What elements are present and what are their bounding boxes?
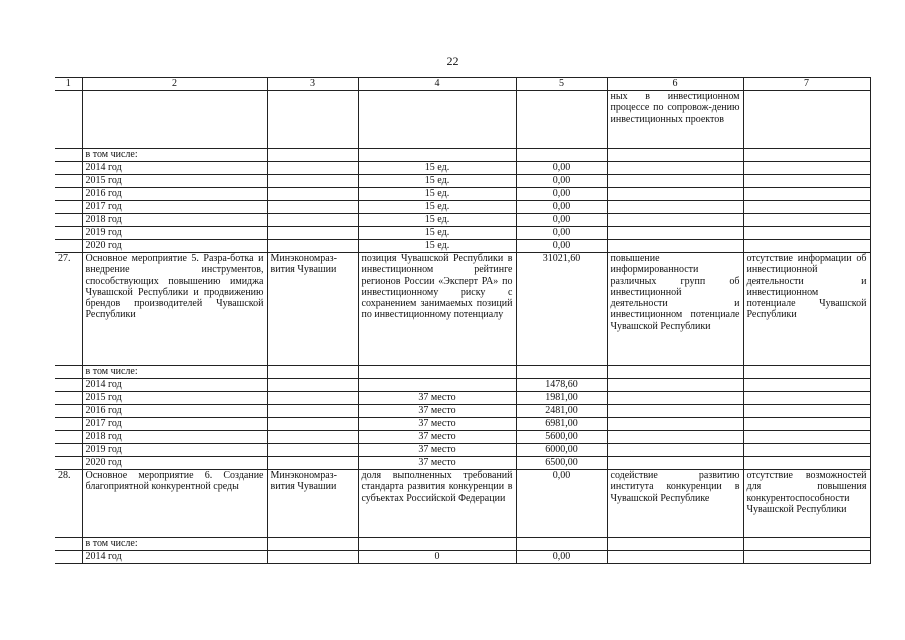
empty-cell [267,551,358,564]
item-result: повышение информированности различных групп об инвестиционной деятельности и инвестиционном потенциале Чувашской Республики [607,253,743,366]
empty-cell [607,551,743,564]
item-indicator: позиция Чувашской Республики в инвестиционном рейтинге регионов России «Эксперт РА» по инвестиционному риску с сохранением занимаемых позиций по инвестиционному потенциалу [358,253,516,366]
empty-cell [55,188,82,201]
empty-cell [55,379,82,392]
empty-cell [267,227,358,240]
item-indicator: доля выполненных требований стандарта развития конкуренции в субъектах Российской Федерации [358,470,516,538]
empty-cell [607,431,743,444]
in-total-row [55,366,870,379]
year-amount: 6500,00 [516,457,607,470]
year-indicator: 15 ед. [358,214,516,227]
empty-cell [743,227,870,240]
year-amount: 6981,00 [516,418,607,431]
year-row [55,188,870,201]
empty-cell [743,405,870,418]
empty-cell [55,444,82,457]
empty-cell [607,392,743,405]
year-indicator: 37 место [358,457,516,470]
year-label: 2017 год [82,418,267,431]
empty-cell [743,392,870,405]
empty-cell [743,240,870,253]
year-label: 2014 год [82,551,267,564]
empty-cell [267,405,358,418]
year-label: 2019 год [82,444,267,457]
empty-cell [607,175,743,188]
empty-cell [267,201,358,214]
year-indicator: 15 ед. [358,227,516,240]
empty-cell [607,444,743,457]
empty-cell [743,551,870,564]
header-cell: 2 [82,78,267,91]
year-row [55,405,870,418]
in-total-label: в том числе: [82,149,267,162]
header-cell: 7 [743,78,870,91]
plan-table [55,77,871,564]
empty-cell [607,405,743,418]
empty-cell [743,175,870,188]
year-row [55,201,870,214]
year-row [55,162,870,175]
empty-cell [743,457,870,470]
year-indicator: 37 место [358,431,516,444]
year-row [55,214,870,227]
year-amount: 0,00 [516,240,607,253]
year-label: 2014 год [82,379,267,392]
empty-cell [743,444,870,457]
continuation-row [55,91,870,149]
item-executor: Минэкономраз-вития Чувашии [267,253,358,366]
empty-cell [55,418,82,431]
year-label: 2020 год [82,240,267,253]
header-cell: 3 [267,78,358,91]
year-label: 2016 год [82,405,267,418]
item-28-row [55,470,870,538]
year-label: 2019 год [82,227,267,240]
empty-cell [743,431,870,444]
year-indicator: 37 место [358,392,516,405]
empty-cell [743,214,870,227]
year-amount: 0,00 [516,201,607,214]
year-amount: 1981,00 [516,392,607,405]
year-indicator: 15 ед. [358,188,516,201]
in-total-row [55,149,870,162]
empty-cell [743,201,870,214]
header-cell: 1 [55,78,82,91]
year-label: 2017 год [82,201,267,214]
empty-cell [607,201,743,214]
year-row [55,392,870,405]
year-label: 2015 год [82,392,267,405]
header-cell: 4 [358,78,516,91]
continuation-text: ных в инвестиционном процессе по сопровож-дению инвестиционных проектов [607,91,743,149]
year-row [55,418,870,431]
item-amount: 0,00 [516,470,607,538]
year-amount: 5600,00 [516,431,607,444]
item-number: 28. [55,470,82,538]
year-indicator [358,379,516,392]
empty-cell [743,379,870,392]
year-amount: 6000,00 [516,444,607,457]
year-row [55,379,870,392]
empty-cell [55,214,82,227]
year-row [55,551,870,564]
empty-cell [55,201,82,214]
year-indicator: 37 место [358,444,516,457]
empty-cell [55,431,82,444]
item-risk: отсутствие информации об инвестиционной деятельности и инвестиционном потенциале Чувашской Республики [743,253,870,366]
year-label: 2015 год [82,175,267,188]
year-label: 2016 год [82,188,267,201]
empty-cell [267,431,358,444]
item-risk: отсутствие возможностей для повышения конкурентоспособности Чувашской Республики [743,470,870,538]
year-amount: 2481,00 [516,405,607,418]
item-27-row [55,253,870,366]
year-indicator: 15 ед. [358,175,516,188]
empty-cell [267,175,358,188]
empty-cell [607,457,743,470]
year-amount: 0,00 [516,227,607,240]
year-amount: 0,00 [516,162,607,175]
year-amount: 1478,60 [516,379,607,392]
item-number: 27. [55,253,82,366]
item-result: содействие развитию института конкуренции в Чувашской Республике [607,470,743,538]
page-number: 22 [446,54,459,68]
year-label: 2018 год [82,214,267,227]
year-indicator: 0 [358,551,516,564]
empty-cell [743,188,870,201]
empty-cell [267,379,358,392]
item-name: Основное мероприятие 6. Создание благоприятной конкурентной среды [82,470,267,538]
empty-cell [743,162,870,175]
empty-cell [55,240,82,253]
empty-cell [607,188,743,201]
empty-cell [267,240,358,253]
year-amount: 0,00 [516,175,607,188]
empty-cell [267,214,358,227]
in-total-label: в том числе: [82,538,267,551]
empty-cell [55,175,82,188]
year-row [55,227,870,240]
year-amount: 0,00 [516,188,607,201]
empty-cell [55,551,82,564]
empty-cell [55,162,82,175]
header-cell: 6 [607,78,743,91]
year-row [55,240,870,253]
in-total-row [55,538,870,551]
empty-cell [607,162,743,175]
empty-cell [607,227,743,240]
year-label: 2018 год [82,431,267,444]
year-row [55,457,870,470]
item-executor: Минэкономраз-вития Чувашии [267,470,358,538]
empty-cell [55,227,82,240]
year-indicator: 15 ед. [358,201,516,214]
year-amount: 0,00 [516,551,607,564]
empty-cell [267,457,358,470]
empty-cell [607,214,743,227]
empty-cell [267,444,358,457]
empty-cell [267,188,358,201]
year-row [55,431,870,444]
year-indicator: 15 ед. [358,240,516,253]
year-label: 2020 год [82,457,267,470]
year-amount: 0,00 [516,214,607,227]
empty-cell [267,418,358,431]
empty-cell [55,392,82,405]
item-name: Основное мероприятие 5. Разра-ботка и внедрение инструментов, способствующих повышению имиджа Чувашской Республики и продвижению брендов производителей Чувашской Республики [82,253,267,366]
empty-cell [267,162,358,175]
item-amount: 31021,60 [516,253,607,366]
empty-cell [743,418,870,431]
empty-cell [607,240,743,253]
year-indicator: 37 место [358,418,516,431]
empty-cell [55,457,82,470]
year-indicator: 15 ед. [358,162,516,175]
header-row [55,78,870,91]
empty-cell [607,418,743,431]
empty-cell [55,405,82,418]
year-row [55,444,870,457]
year-indicator: 37 место [358,405,516,418]
empty-cell [267,392,358,405]
year-label: 2014 год [82,162,267,175]
year-row [55,175,870,188]
header-cell: 5 [516,78,607,91]
empty-cell [607,379,743,392]
in-total-label: в том числе: [82,366,267,379]
